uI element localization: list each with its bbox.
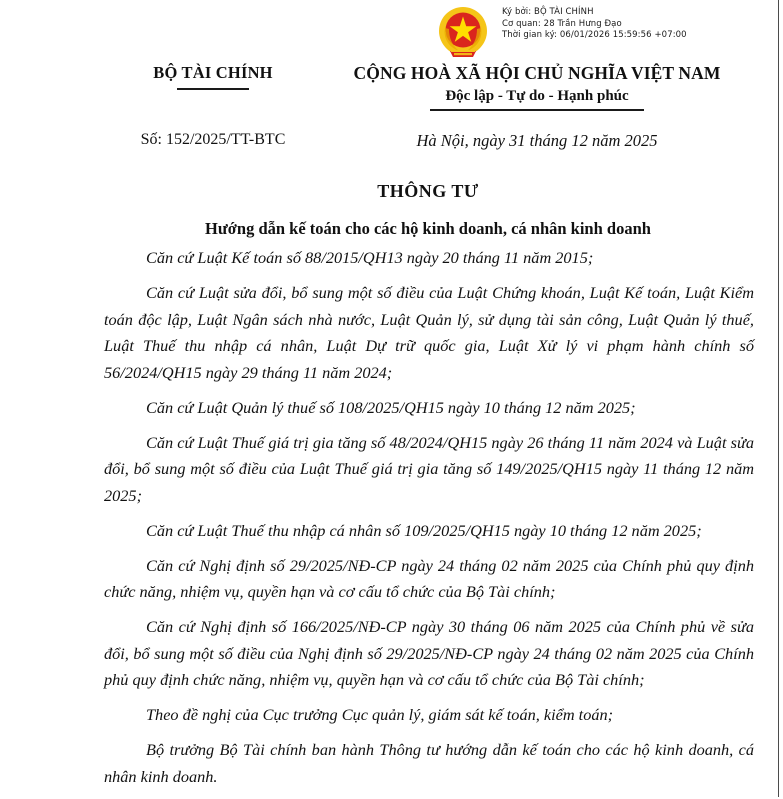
issuing-organization-name: BỘ TÀI CHÍNH bbox=[153, 63, 273, 82]
document-header bbox=[0, 63, 783, 123]
motto-underline-rule bbox=[430, 109, 644, 111]
issuing-organization-block bbox=[104, 63, 322, 90]
title-block bbox=[104, 181, 752, 240]
number-and-date-row bbox=[0, 131, 783, 157]
preamble-paragraph: Căn cứ Luật Kế toán số 88/2015/QH13 ngày 20 tháng 11 năm 2015; bbox=[146, 248, 594, 267]
signature-agency: Cơ quan: 28 Trần Hưng Đạo bbox=[502, 18, 622, 29]
signature-text-lines bbox=[502, 4, 687, 42]
document-subject-heading: Hướng dẫn kế toán cho các hộ kinh doanh, cá nhân kinh doanh bbox=[205, 219, 651, 238]
preamble-paragraph: Căn cứ Luật Thuế giá trị gia tăng số 48/2024/QH15 ngày 26 tháng 11 năm 2024 và Luật sửa đổi, bổ sung một số điều của Luật Thuế giá trị gia tăng số 149/2025/QH15 ngày 11 tháng 12 năm 2025; bbox=[104, 432, 754, 505]
national-name: CỘNG HOÀ XÃ HỘI CHỦ NGHĨA VIỆT NAM bbox=[353, 63, 721, 83]
proposal-paragraph: Theo đề nghị của Cục trưởng Cục quản lý, giám sát kế toán, kiểm toán; bbox=[146, 705, 614, 724]
signature-signed-by: Ký bởi: BỘ TÀI CHÍNH bbox=[502, 7, 594, 17]
place-and-date: Hà Nội, ngày 31 tháng 12 năm 2025 bbox=[416, 131, 658, 150]
document-number: Số: 152/2025/TT-BTC bbox=[140, 131, 286, 148]
preamble-paragraph: Căn cứ Luật sửa đổi, bổ sung một số điều của Luật Chứng khoán, Luật Kế toán, Luật Kiểm toán độc lập, Luật Ngân sách nhà nước, Luật Quản lý, sử dụng tài sản công, Luật Quản lý thuế, Luật Thuế thu nhập cá nhân, Luật Dự trữ quốc gia, Luật Xử lý vi phạm hành chính số 56/2024/QH15 ngày 29 tháng 11 năm 2024; bbox=[104, 283, 754, 382]
document-body bbox=[104, 245, 754, 799]
preamble-paragraph: Căn cứ Nghị định số 29/2025/NĐ-CP ngày 24 tháng 02 năm 2025 của Chính phủ quy định chức năng, nhiệm vụ, quyền hạn và cơ cấu tổ chức của Bộ Tài chính; bbox=[104, 555, 754, 601]
promulgation-paragraph: Bộ trưởng Bộ Tài chính ban hành Thông tư hướng dẫn kế toán cho các hộ kinh doanh, cá nhân kinh doanh. bbox=[104, 740, 754, 786]
signature-timestamp: Thời gian ký: 06/01/2026 15:59:56 +07:00 bbox=[502, 30, 687, 40]
national-heading-block bbox=[322, 63, 752, 111]
digital-signature-stamp bbox=[432, 4, 780, 60]
preamble-paragraph: Căn cứ Luật Quản lý thuế số 108/2025/QH15 ngày 10 tháng 12 năm 2025; bbox=[146, 397, 636, 417]
vietnam-national-emblem-icon bbox=[432, 4, 494, 60]
national-motto: Độc lập - Tự do - Hạnh phúc bbox=[445, 88, 629, 104]
organization-underline-rule bbox=[177, 88, 249, 90]
preamble-paragraph: Căn cứ Luật Thuế thu nhập cá nhân số 109/2025/QH15 ngày 10 tháng 12 năm 2025; bbox=[146, 520, 702, 540]
document-type-heading: THÔNG TƯ bbox=[377, 181, 479, 201]
scan-edge-margin bbox=[779, 0, 783, 797]
preamble-paragraph: Căn cứ Nghị định số 166/2025/NĐ-CP ngày 30 tháng 06 năm 2025 của Chính phủ về sửa đổi, bổ sung một số điều của Nghị định số 29/2025/NĐ-CP ngày 24 tháng 02 năm 2025 của Chính phủ quy định chức năng, nhiệm vụ, quyền hạn và cơ cấu tổ chức của Bộ Tài chính; bbox=[104, 617, 754, 689]
